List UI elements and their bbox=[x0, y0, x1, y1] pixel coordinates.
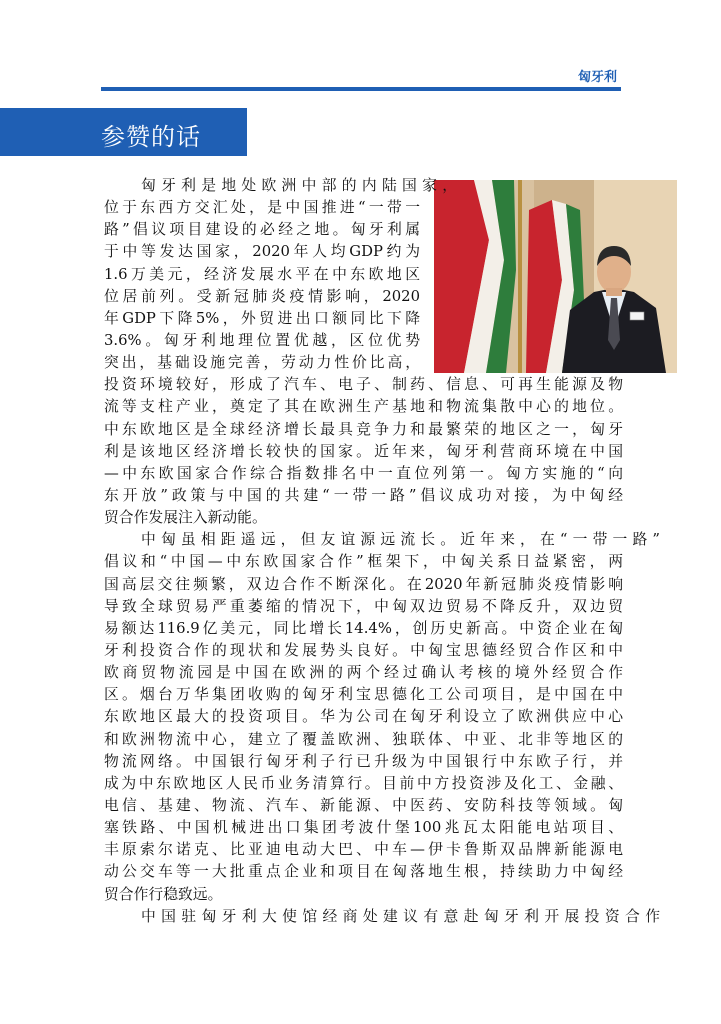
paragraph-line: 导致全球贸易严重萎缩的情况下，中匈双边贸易不降反升，双边贸 bbox=[104, 597, 623, 615]
paragraph-line: 投资环境较好，形成了汽车、电子、制药、信息、可再生能源及物 bbox=[104, 376, 623, 394]
paragraph-line: 贸合作发展注入新动能。 bbox=[104, 509, 267, 527]
paragraph-line: 丰原索尔诺克、比亚迪电动大巴、中车—伊卡鲁斯双品牌新能源电 bbox=[104, 841, 623, 859]
paragraph-line: 物流网络。中国银行匈牙利子行已升级为中国银行中东欧子行，并 bbox=[104, 752, 623, 770]
paragraph-line: 牙利投资合作的现状和发展势头良好。中匈宝思德经贸合作区和中 bbox=[104, 641, 623, 659]
paragraph-line: 年GDP下降5%，外贸进出口额同比下降 bbox=[104, 309, 420, 327]
paragraph-line: 匈牙利是地处欧洲中部的内陆国家， bbox=[141, 177, 457, 194]
paragraph-line: 易额达116.9亿美元，同比增长14.4%，创历史新高。中资企业在匈 bbox=[104, 619, 623, 637]
running-header: 匈牙利 bbox=[577, 70, 617, 85]
paragraph-line: 电信、基建、物流、汽车、新能源、中医药、安防科技等领域。匈 bbox=[104, 796, 623, 814]
section-title: 参赞的话 bbox=[101, 123, 201, 151]
paragraph-line: 东欧地区最大的投资项目。华为公司在匈牙利设立了欧洲供应中心 bbox=[104, 708, 623, 726]
paragraph-line: 位于东西方交汇处，是中国推进“一带一 bbox=[104, 199, 420, 217]
paragraph-line: —中东欧国家合作综合指数排名中一直位列第一。匈方实施的“向 bbox=[104, 464, 623, 482]
paragraph-line: 位居前列。受新冠肺炎疫情影响，2020 bbox=[104, 287, 420, 305]
header-rule bbox=[101, 87, 621, 91]
paragraph-line: 倡议和“中国—中东欧国家合作”框架下，中匈关系日益紧密，两 bbox=[104, 553, 623, 571]
paragraph-line: 流等支柱产业，奠定了其在欧洲生产基地和物流集散中心的地位。 bbox=[104, 398, 623, 416]
paragraph-line: 于中等发达国家，2020年人均GDP约为 bbox=[104, 243, 420, 261]
paragraph-line: 3.6%。匈牙利地理位置优越，区位优势 bbox=[104, 331, 420, 349]
paragraph-line: 动公交车等一大批重点企业和项目在匈落地生根，持续助力中匈经 bbox=[104, 863, 623, 881]
paragraph-line: 和欧洲物流中心，建立了覆盖欧洲、独联体、中亚、北非等地区的 bbox=[104, 730, 623, 748]
article-body bbox=[104, 175, 660, 928]
paragraph-line: 突出，基础设施完善，劳动力性价比高， bbox=[104, 354, 420, 372]
paragraph-line: 东开放”政策与中国的共建“一带一路”倡议成功对接，为中匈经 bbox=[104, 486, 623, 504]
paragraph-line: 区。烟台万华集团收购的匈牙利宝思德化工公司项目，是中国在中 bbox=[104, 686, 623, 704]
paragraph-line: 中匈虽相距遥远，但友谊源远流长。近年来，在“一带一路” bbox=[141, 531, 660, 549]
paragraph-line: 1.6万美元，经济发展水平在中东欧地区 bbox=[104, 265, 420, 283]
paragraph-line: 塞铁路、中国机械进出口集团考波什堡100兆瓦太阳能电站项目、 bbox=[104, 819, 623, 837]
paragraph-line: 国高层交往频繁，双边合作不断深化。在2020年新冠肺炎疫情影响 bbox=[104, 575, 623, 593]
paragraph-line: 贸合作行稳致远。 bbox=[104, 885, 223, 903]
paragraph-line: 路”倡议项目建设的必经之地。匈牙利属 bbox=[104, 221, 420, 239]
paragraph-line: 中国驻匈牙利大使馆经商处建议有意赴匈牙利开展投资合作 bbox=[141, 907, 660, 925]
paragraph-line: 利是该地区经济增长较快的国家。近年来，匈牙利营商环境在中国 bbox=[104, 442, 623, 460]
paragraph-line: 成为中东欧地区人民币业务清算行。目前中方投资涉及化工、金融、 bbox=[104, 774, 623, 792]
paragraph-line: 中东欧地区是全球经济增长最具竞争力和最繁荣的地区之一，匈牙 bbox=[104, 420, 623, 438]
paragraph-line: 欧商贸物流园是中国在欧洲的两个经过确认考核的境外经贸合作 bbox=[104, 664, 623, 682]
